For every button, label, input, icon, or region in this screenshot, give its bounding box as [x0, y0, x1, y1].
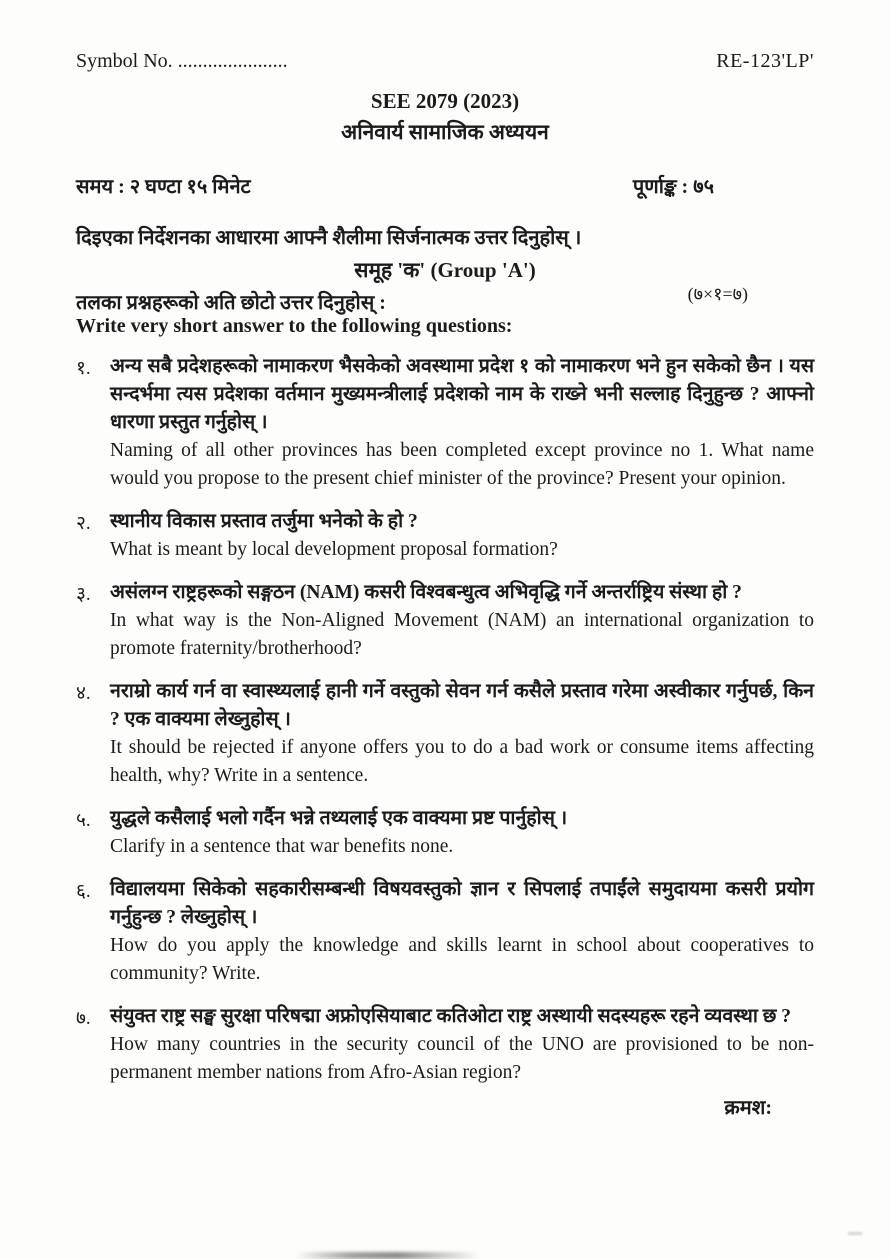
continued-label: क्रमश:	[724, 1097, 772, 1119]
question-number: १.	[76, 358, 91, 379]
question-text-en: It should be rejected if anyone offers you to do a bad work or consume items affecting health, why? Write in a sentence.	[110, 737, 814, 786]
question-body	[110, 1003, 814, 1087]
question-number: ६.	[76, 881, 91, 902]
question-item-1	[76, 353, 814, 493]
question-text-np: संयुक्त राष्ट्र सङ्घ सुरक्षा परिषद्मा अफ्रोएसियाबाट कतिओटा राष्ट्र अस्थायी सदस्यहरू रहने व्यवस्था छ ?	[110, 1006, 792, 1027]
question-body	[110, 678, 814, 790]
question-number: २.	[76, 513, 91, 534]
question-number: ३.	[76, 584, 91, 605]
marks-scheme: (७×१=७)	[687, 284, 748, 304]
question-text-np: विद्यालयमा सिकेको सहकारीसम्बन्धी विषयवस्तुको ज्ञान र सिपलाई तपाईंले समुदायमा कसरी प्रयोग गर्नुहुन्छ ? लेख्नुहोस् ।	[110, 879, 814, 928]
subject-title: अनिवार्य सामाजिक अध्ययन	[341, 120, 549, 144]
question-text-np: स्थानीय विकास प्रस्ताव तर्जुमा भनेको के हो ?	[110, 511, 418, 532]
page-header	[76, 50, 814, 73]
question-item-4	[76, 678, 814, 790]
question-item-5	[76, 805, 814, 861]
question-text-en: How many countries in the security council of the UNO are provisioned to be non-permanent member nations from Afro-Asian region?	[110, 1034, 814, 1083]
section-instruction-np: तलका प्रश्नहरूको अति छोटो उत्तर दिनुहोस् :	[76, 292, 386, 314]
question-text-en: What is meant by local development proposal formation?	[110, 539, 558, 560]
question-body	[110, 579, 814, 663]
question-item-2	[76, 508, 814, 564]
question-item-3	[76, 579, 814, 663]
question-list	[76, 353, 814, 1087]
section-instruction-en: Write very short answer to the following questions:	[76, 315, 513, 337]
question-text-np: अन्य सबै प्रदेशहरूको नामाकरण भैसकेको अवस्थामा प्रदेश १ को नामाकरण भने हुन सकेको छैन । यस सन्दर्भमा त्यस प्रदेशका वर्तमान मुख्यमन्त्रीलाई प्रदेशको नाम के राख्ने भनी सल्लाह दिनुहुन्छ ? आफ्नो धारणा प्रस्तुत गर्नुहोस् ।	[110, 356, 814, 433]
scan-artifact-smudge	[295, 1252, 480, 1259]
question-text-np: असंलग्न राष्ट्रहरूको सङ्गठन (NAM) कसरी विश्वबन्धुत्व अभिवृद्धि गर्ने अन्तर्राष्ट्रिय संस्था हो ?	[110, 582, 742, 603]
question-body	[110, 805, 814, 861]
full-marks: पूर्णाङ्क : ७५	[632, 176, 714, 198]
question-text-np: नराम्रो कार्य गर्न वा स्वास्थ्यलाई हानी गर्ने वस्तुको सेवन गर्न कसैले प्रस्ताव गरेमा अस्वीकार गर्नुपर्छ, किन ? एक वाक्यमा लेख्नुहोस् ।	[110, 681, 814, 730]
symbol-no-label: Symbol No. ......................	[76, 50, 288, 72]
question-body	[110, 353, 814, 493]
exam-title: SEE 2079 (2023)	[370, 89, 520, 113]
question-number: ५.	[76, 810, 91, 831]
question-body	[110, 876, 814, 988]
question-body	[110, 508, 814, 564]
group-heading: समूह 'क' (Group 'A')	[354, 258, 536, 282]
question-item-6	[76, 876, 814, 988]
question-number: ४.	[76, 683, 91, 704]
question-item-7	[76, 1003, 814, 1087]
question-text-np: युद्धले कसैलाई भलो गर्दैन भन्ने तथ्यलाई एक वाक्यमा प्रष्ट पार्नुहोस् ।	[110, 808, 568, 829]
general-instruction: दिइएका निर्देशनका आधारमा आफ्नै शैलीमा सिर्जनात्मक उत्तर दिनुहोस् ।	[76, 227, 582, 249]
time-allowed: समय : २ घण्टा १५ मिनेट	[76, 176, 251, 198]
paper-code: RE-123'LP'	[716, 50, 814, 72]
time-marks-row	[76, 172, 814, 199]
question-text-en: How do you apply the knowledge and skills learnt in school about cooperatives to community? Write.	[110, 935, 814, 984]
section-instruction-row	[76, 284, 814, 315]
scan-artifact-speck	[848, 1232, 862, 1235]
question-text-en: Naming of all other provinces has been completed except province no 1. What name would you propose to the present chief minister of the province? Present your opinion.	[110, 440, 814, 489]
question-text-en: In what way is the Non-Aligned Movement (NAM) an international organization to promote fraternity/brotherhood?	[110, 610, 814, 659]
question-text-en: Clarify in a sentence that war benefits none.	[110, 836, 454, 857]
question-number: ७.	[76, 1008, 91, 1029]
